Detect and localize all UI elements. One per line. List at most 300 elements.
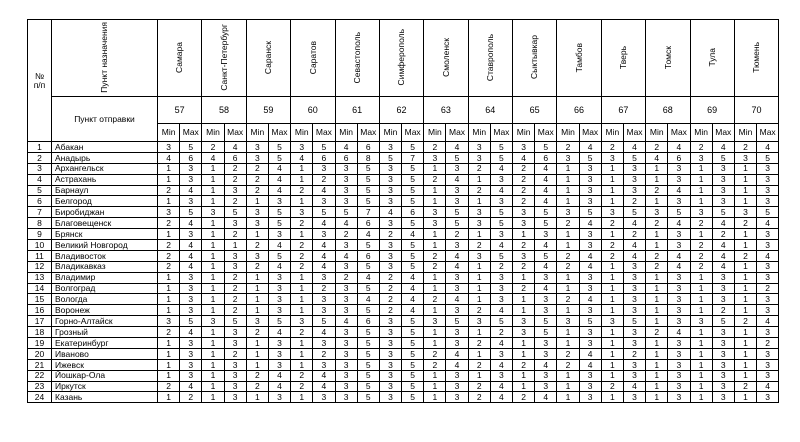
max-value: 3: [668, 272, 690, 283]
min-value: 3: [379, 327, 401, 338]
min-value: 2: [379, 283, 401, 294]
min-value: 2: [513, 359, 535, 370]
max-value: 3: [712, 348, 734, 359]
min-value: 3: [690, 207, 712, 218]
max-value: 5: [313, 207, 335, 218]
min-value: 3: [379, 218, 401, 229]
table-row: [28, 348, 779, 359]
max-value: 5: [402, 196, 424, 207]
min-value: 3: [246, 207, 268, 218]
min-value: 1: [690, 185, 712, 196]
max-value: 3: [579, 327, 601, 338]
destination-name: Саранск: [263, 40, 274, 74]
max-value: 5: [446, 152, 468, 163]
min-value: 1: [690, 196, 712, 207]
table-row: [28, 207, 779, 218]
max-value: 5: [268, 316, 290, 327]
origin-city: Грозный: [52, 327, 158, 338]
max-value: 4: [712, 261, 734, 272]
max-value: 3: [623, 359, 645, 370]
max-value: 3: [313, 196, 335, 207]
max-value: 5: [357, 240, 379, 251]
min-value: 2: [513, 392, 535, 403]
max-value: 4: [402, 229, 424, 240]
max-value: 3: [490, 174, 512, 185]
max-value: 5: [668, 207, 690, 218]
min-value: 2: [158, 240, 180, 251]
min-value: 1: [424, 163, 446, 174]
max-value: 5: [402, 250, 424, 261]
destination-name-cell: [646, 20, 690, 97]
max-value: 3: [623, 185, 645, 196]
min-value: 1: [734, 359, 756, 370]
max-value: 3: [224, 250, 246, 261]
max-value: 3: [224, 370, 246, 381]
min-value: 1: [601, 196, 623, 207]
min-value: 2: [246, 163, 268, 174]
max-value: 4: [268, 370, 290, 381]
min-value: 2: [513, 240, 535, 251]
min-value: 2: [468, 338, 490, 349]
max-value: 4: [402, 305, 424, 316]
max-value: 4: [180, 218, 202, 229]
max-value: 3: [535, 305, 557, 316]
max-value: 4: [579, 142, 601, 153]
row-number: 17: [28, 316, 52, 327]
max-value: 4: [402, 294, 424, 305]
min-header: Min: [158, 124, 180, 142]
min-value: 1: [734, 163, 756, 174]
origin-city: Вологда: [52, 294, 158, 305]
min-value: 1: [646, 196, 668, 207]
min-value: 1: [734, 261, 756, 272]
min-header: Min: [246, 124, 268, 142]
min-value: 5: [335, 207, 357, 218]
max-value: 4: [357, 294, 379, 305]
min-value: 3: [601, 316, 623, 327]
row-number: 19: [28, 338, 52, 349]
destination-name: Тамбов: [573, 42, 584, 72]
destination-name-cell: [690, 20, 734, 97]
table-row: [28, 261, 779, 272]
min-value: 2: [601, 250, 623, 261]
max-value: 3: [268, 229, 290, 240]
min-value: 3: [424, 316, 446, 327]
min-value: 3: [335, 174, 357, 185]
max-value: 5: [357, 163, 379, 174]
destination-name-cell: [557, 20, 601, 97]
min-value: 2: [468, 185, 490, 196]
max-value: 6: [180, 152, 202, 163]
row-number: 8: [28, 218, 52, 229]
max-value: 4: [180, 250, 202, 261]
min-value: 3: [379, 392, 401, 403]
min-value: 2: [158, 250, 180, 261]
max-value: 4: [579, 359, 601, 370]
max-value: 3: [712, 174, 734, 185]
min-value: 2: [424, 174, 446, 185]
min-value: 1: [468, 174, 490, 185]
row-number: 1: [28, 142, 52, 153]
max-value: 5: [446, 218, 468, 229]
max-value: 3: [712, 338, 734, 349]
max-value: 3: [757, 174, 779, 185]
min-value: 1: [202, 196, 224, 207]
max-value: 6: [402, 207, 424, 218]
max-value: 5: [623, 316, 645, 327]
min-value: 3: [468, 207, 490, 218]
max-value: 4: [668, 185, 690, 196]
min-value: 3: [335, 240, 357, 251]
max-header: Max: [446, 124, 468, 142]
min-value: 1: [601, 283, 623, 294]
min-value: 1: [158, 272, 180, 283]
max-value: 5: [402, 348, 424, 359]
table-row: [28, 272, 779, 283]
max-value: 3: [180, 272, 202, 283]
max-value: 3: [712, 294, 734, 305]
min-value: 1: [734, 348, 756, 359]
row-number: 3: [28, 163, 52, 174]
max-value: 3: [535, 338, 557, 349]
min-value: 1: [557, 392, 579, 403]
destination-code: 69: [690, 97, 734, 124]
destination-code: 68: [646, 97, 690, 124]
max-value: 5: [402, 316, 424, 327]
min-value: 2: [291, 381, 313, 392]
max-header: Max: [535, 124, 557, 142]
max-value: 3: [668, 392, 690, 403]
max-value: 4: [668, 250, 690, 261]
max-value: 3: [446, 305, 468, 316]
max-value: 2: [180, 392, 202, 403]
origin-city: Владикавказ: [52, 261, 158, 272]
max-value: 5: [357, 359, 379, 370]
max-value: 3: [224, 381, 246, 392]
max-value: 2: [224, 163, 246, 174]
max-value: 5: [535, 207, 557, 218]
min-header: Min: [291, 124, 313, 142]
min-value: 1: [601, 370, 623, 381]
max-value: 4: [668, 142, 690, 153]
min-value: 1: [601, 327, 623, 338]
max-value: 4: [490, 392, 512, 403]
min-value: 1: [246, 359, 268, 370]
max-value: 4: [757, 250, 779, 261]
max-value: 2: [446, 229, 468, 240]
max-value: 3: [446, 338, 468, 349]
max-value: 3: [313, 359, 335, 370]
destination-code: 64: [468, 97, 512, 124]
max-value: 2: [623, 229, 645, 240]
origin-city: Ижевск: [52, 359, 158, 370]
max-value: 3: [313, 392, 335, 403]
min-value: 1: [513, 338, 535, 349]
max-value: 4: [535, 359, 557, 370]
min-value: 1: [158, 229, 180, 240]
min-value: 2: [734, 218, 756, 229]
min-value: 3: [379, 370, 401, 381]
max-value: 3: [224, 359, 246, 370]
max-value: 3: [623, 163, 645, 174]
min-value: 2: [424, 250, 446, 261]
min-value: 2: [557, 218, 579, 229]
min-header: Min: [646, 124, 668, 142]
min-value: 1: [291, 229, 313, 240]
max-value: 4: [490, 359, 512, 370]
min-value: 3: [246, 218, 268, 229]
min-value: 1: [557, 381, 579, 392]
min-value: 1: [734, 305, 756, 316]
max-value: 2: [224, 229, 246, 240]
table-row: [28, 392, 779, 403]
min-value: 3: [690, 152, 712, 163]
min-value: 1: [424, 338, 446, 349]
destination-name-cell: [734, 20, 778, 97]
max-value: 3: [668, 316, 690, 327]
destination-name: Тверь: [618, 45, 629, 69]
max-value: 3: [712, 392, 734, 403]
min-value: 2: [424, 359, 446, 370]
max-value: 5: [268, 152, 290, 163]
min-value: 2: [513, 163, 535, 174]
max-value: 3: [446, 196, 468, 207]
min-value: 3: [335, 327, 357, 338]
min-value: 3: [158, 316, 180, 327]
max-value: 4: [757, 316, 779, 327]
min-value: 2: [468, 392, 490, 403]
min-value: 3: [424, 218, 446, 229]
destination-name-cell: [202, 20, 246, 97]
min-value: 3: [379, 250, 401, 261]
max-value: 4: [268, 381, 290, 392]
min-value: 1: [246, 272, 268, 283]
min-value: 1: [202, 283, 224, 294]
max-value: 3: [668, 338, 690, 349]
min-value: 2: [557, 261, 579, 272]
max-value: 4: [180, 381, 202, 392]
max-value: 2: [490, 261, 512, 272]
min-value: 3: [424, 152, 446, 163]
min-value: 6: [335, 152, 357, 163]
min-value: 1: [513, 305, 535, 316]
max-value: 4: [579, 348, 601, 359]
min-value: 1: [690, 229, 712, 240]
max-value: 3: [712, 196, 734, 207]
max-value: 3: [623, 272, 645, 283]
max-value: 3: [579, 163, 601, 174]
max-header: Max: [623, 124, 645, 142]
max-value: 2: [490, 327, 512, 338]
max-value: 5: [402, 381, 424, 392]
table-row: [28, 196, 779, 207]
max-value: 5: [402, 240, 424, 251]
max-value: 5: [268, 142, 290, 153]
max-value: 2: [623, 348, 645, 359]
max-value: 3: [313, 294, 335, 305]
max-value: 5: [357, 185, 379, 196]
max-value: 5: [180, 207, 202, 218]
min-value: 3: [335, 338, 357, 349]
max-value: 3: [180, 283, 202, 294]
max-value: 4: [446, 261, 468, 272]
destination-name: Симферополь: [396, 29, 407, 86]
min-value: 1: [734, 338, 756, 349]
destination-name-cell: [379, 20, 423, 97]
min-value: 1: [646, 316, 668, 327]
max-value: 3: [579, 283, 601, 294]
destination-name-cell: [424, 20, 468, 97]
max-value: 4: [535, 196, 557, 207]
max-value: 4: [446, 174, 468, 185]
table-row: [28, 316, 779, 327]
max-value: 5: [224, 207, 246, 218]
max-value: 5: [357, 338, 379, 349]
max-value: 4: [490, 163, 512, 174]
max-value: 4: [535, 392, 557, 403]
min-value: 1: [646, 229, 668, 240]
row-number: 24: [28, 392, 52, 403]
origin-city: Воронеж: [52, 305, 158, 316]
min-value: 1: [690, 294, 712, 305]
max-value: 3: [623, 370, 645, 381]
origin-city: Брянск: [52, 229, 158, 240]
max-value: 5: [712, 152, 734, 163]
origin-city: Екатеринбург: [52, 338, 158, 349]
min-value: 1: [202, 392, 224, 403]
min-value: 3: [468, 142, 490, 153]
min-value: 1: [424, 370, 446, 381]
max-value: 4: [623, 250, 645, 261]
max-value: 3: [180, 163, 202, 174]
max-value: 5: [623, 207, 645, 218]
max-value: 6: [357, 250, 379, 261]
max-value: 3: [757, 305, 779, 316]
min-value: 2: [246, 327, 268, 338]
max-value: 6: [668, 152, 690, 163]
min-value: 1: [734, 392, 756, 403]
max-value: 3: [757, 294, 779, 305]
destination-name-cell: [468, 20, 512, 97]
origin-city: Барнаул: [52, 185, 158, 196]
min-value: 1: [424, 229, 446, 240]
min-header: Min: [468, 124, 490, 142]
max-value: 4: [535, 174, 557, 185]
min-value: 1: [246, 338, 268, 349]
min-value: 1: [468, 348, 490, 359]
destination-name: Смоленск: [440, 37, 451, 77]
min-value: 1: [291, 392, 313, 403]
min-value: 1: [601, 185, 623, 196]
max-value: 5: [490, 142, 512, 153]
table-row: [28, 338, 779, 349]
row-number: 20: [28, 348, 52, 359]
min-value: 3: [601, 207, 623, 218]
max-value: 4: [446, 359, 468, 370]
destination-name: Сыктывкар: [529, 35, 540, 80]
min-value: 1: [557, 163, 579, 174]
max-value: 3: [668, 359, 690, 370]
min-value: 1: [291, 359, 313, 370]
min-value: 3: [379, 316, 401, 327]
max-value: 3: [757, 370, 779, 381]
max-value: 4: [313, 381, 335, 392]
max-value: 3: [579, 174, 601, 185]
max-value: 3: [668, 163, 690, 174]
max-value: 5: [490, 316, 512, 327]
min-value: 2: [513, 261, 535, 272]
row-number: 16: [28, 305, 52, 316]
max-value: 4: [268, 163, 290, 174]
max-value: 3: [313, 305, 335, 316]
origin-city: Абакан: [52, 142, 158, 153]
min-value: 1: [646, 283, 668, 294]
min-value: 1: [690, 338, 712, 349]
max-value: 3: [224, 392, 246, 403]
min-header: Min: [513, 124, 535, 142]
max-value: 4: [579, 218, 601, 229]
min-value: 3: [246, 316, 268, 327]
max-value: 5: [180, 142, 202, 153]
min-value: 2: [291, 240, 313, 251]
min-value: 1: [690, 163, 712, 174]
max-value: 3: [757, 229, 779, 240]
max-header: Max: [712, 124, 734, 142]
max-value: 2: [224, 196, 246, 207]
min-value: 1: [202, 381, 224, 392]
min-value: 1: [513, 229, 535, 240]
max-header: Max: [402, 124, 424, 142]
min-value: 1: [734, 174, 756, 185]
min-value: 3: [335, 392, 357, 403]
table-row: [28, 250, 779, 261]
max-value: 4: [535, 185, 557, 196]
max-header: Max: [180, 124, 202, 142]
table-row: [28, 152, 779, 163]
max-value: 3: [446, 381, 468, 392]
min-value: 4: [335, 218, 357, 229]
min-value: 1: [690, 359, 712, 370]
min-value: 3: [335, 261, 357, 272]
max-value: 3: [579, 240, 601, 251]
min-value: 1: [468, 327, 490, 338]
max-value: 4: [446, 250, 468, 261]
row-number: 18: [28, 327, 52, 338]
min-value: 1: [734, 272, 756, 283]
min-value: 2: [379, 229, 401, 240]
min-value: 3: [202, 207, 224, 218]
max-value: 4: [757, 218, 779, 229]
min-value: 1: [468, 370, 490, 381]
max-value: 3: [579, 272, 601, 283]
row-number: 15: [28, 294, 52, 305]
min-value: 1: [601, 261, 623, 272]
min-value: 2: [291, 370, 313, 381]
min-value: 2: [646, 327, 668, 338]
min-value: 3: [557, 207, 579, 218]
min-value: 1: [468, 229, 490, 240]
min-value: 1: [601, 305, 623, 316]
row-number: 6: [28, 196, 52, 207]
max-value: 3: [712, 163, 734, 174]
min-value: 3: [734, 152, 756, 163]
min-value: 1: [646, 381, 668, 392]
min-value: 2: [424, 348, 446, 359]
min-value: 1: [557, 370, 579, 381]
max-value: 3: [313, 272, 335, 283]
max-value: 3: [757, 163, 779, 174]
max-value: 5: [313, 316, 335, 327]
